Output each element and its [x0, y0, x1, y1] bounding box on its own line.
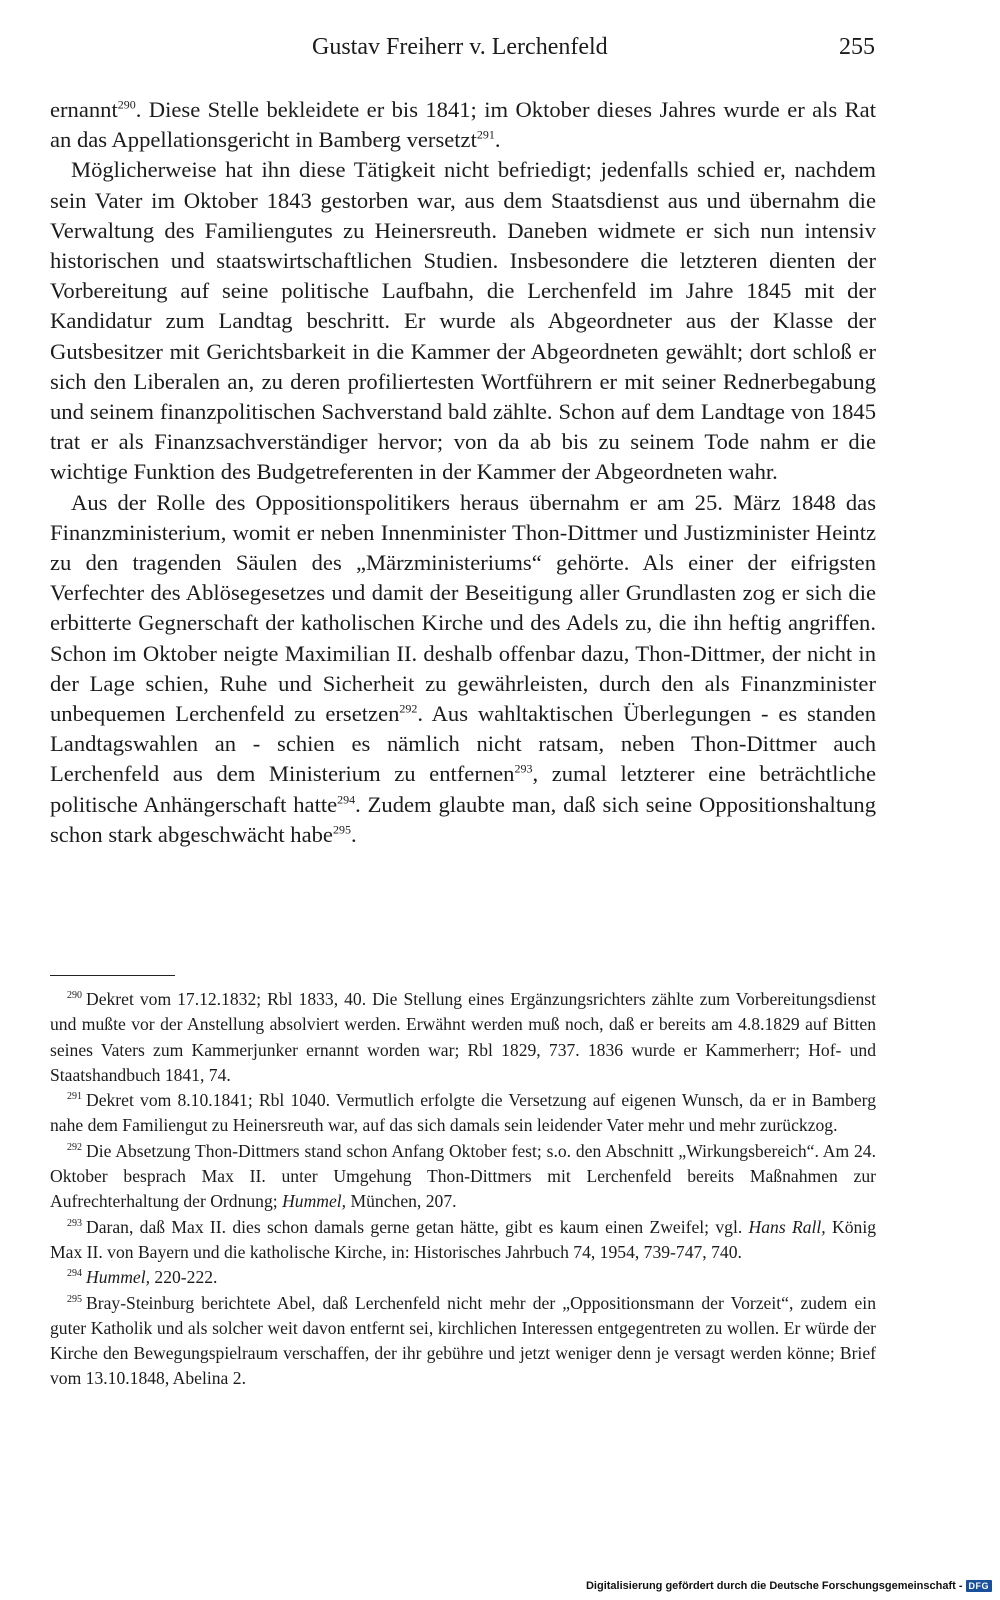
- footnote-number: 295: [67, 1293, 82, 1305]
- paragraph: [50, 488, 876, 850]
- text-run: . Diese Stelle bekleidete er bis 1841; im Oktober dieses Jahres wurde er als Rat an das Appellationsgericht in Bamberg versetzt: [50, 97, 876, 153]
- text-run: 220-222.: [150, 1267, 218, 1288]
- credit-text: Digitalisierung gefördert durch die Deutsche Forschungsgemeinschaft -: [585, 1580, 963, 1592]
- dfg-logo-icon: DFG: [966, 1580, 993, 1592]
- text-run: Dekret vom 8.10.1841; Rbl 1040. Vermutlich erfolgte die Versetzung auf eigenen Wunsch, da er in Bamberg nahe dem Familiengut zu Heinersreuth war, auf das sich damals sein leidender Vater mehr und mehr zurückzog.: [50, 1090, 876, 1136]
- footnote: [50, 1139, 876, 1215]
- italic-citation: Hummel,: [86, 1267, 151, 1288]
- italic-citation: Hummel,: [282, 1191, 347, 1212]
- text-run: Die Absetzung Thon-Dittmers stand schon Anfang Oktober fest; s.o. den Abschnitt „Wirkungsbereich“. Am 24. Oktober besprach Max II. unter Umgehung Thon-Dittmers mit Lerchenfeld bereits Maßnahmen zur Aufrechterhaltung der Ordnung;: [50, 1140, 876, 1212]
- footnotes: [50, 987, 876, 1392]
- text-run: Daran, daß Max II. dies schon damals gerne getan hätte, gibt es kaum einen Zweifel; vgl.: [86, 1216, 749, 1237]
- footnote-number: 290: [67, 990, 82, 1002]
- footnote-number: 292: [67, 1141, 82, 1153]
- text-run: , zumal letzterer eine beträchtliche politische Anhängerschaft hatte: [50, 761, 876, 817]
- footnote-ref: 291: [476, 127, 495, 142]
- text-run: .: [350, 821, 357, 847]
- footnote-ref: 294: [337, 792, 356, 807]
- text-run: Dekret vom 17.12.1832; Rbl 1833, 40. Die Stellung eines Ergänzungsrichters zählte zum Vorbereitungsdienst und mußte vor der Anstellung absolviert werden. Erwähnt werden muß noch, daß er bereits am 4.8.1829 auf Bitten seines Vaters zum Kammerjunker ernannt worden war; Rbl 1829, 737. 1836 wurde er Kammerherr; Hof- und Staatshandbuch 1841, 74.: [50, 989, 876, 1085]
- paragraph: [50, 95, 876, 155]
- footnote-number: 293: [67, 1217, 82, 1229]
- footnote: [50, 1291, 876, 1392]
- footnote: [50, 1265, 876, 1290]
- text-run: Aus der Rolle des Oppositionspolitikers heraus übernahm er am 25. März 1848 das Finanzministerium, womit er neben Innenminister Thon-Dittmer und Justizminister Heintz zu den tragenden Säulen des „Märzministeriums“ gehörte. Als einer der eifrigsten Verfechter des Ablösegesetzes und damit der Beseitigung aller Grundlasten zog er sich die erbitterte Gegnerschaft der katholischen Kirche und des Adels zu, die ihn heftig angriffen. Schon im Oktober neigte Maximilian II. deshalb offenbar dazu, Thon-Dittmer, der nicht in der Lage schien, Ruhe und Sicherheit zu gewährleisten, durch den als Finanzminister unbequemen Lerchenfeld zu ersetzen: [50, 489, 876, 727]
- footnote-number: 291: [67, 1091, 82, 1103]
- text-run: . Zudem glaubte man, daß sich seine Oppositionshaltung schon stark abgeschwächt habe: [50, 791, 876, 847]
- text-run: Bray-Steinburg berichtete Abel, daß Lerchenfeld nicht mehr der „Oppositionsmann der Vorzeit“, zudem ein guter Katholik und als solcher weit davon entfernt sei, kirchlichen Interessen entgegentreten zu wollen. Er würde der Kirche den Bewegungspielraum verschaffen, der ihr gebühre und jetzt weniger denn je versagt werden könne; Brief vom 13.10.1848, Abelina 2.: [50, 1292, 876, 1389]
- main-text: [50, 95, 876, 850]
- text-run: . Aus wahltaktischen Überlegungen - es standen Landtagswahlen an - schien es nämlich nicht ratsam, neben Thon-Dittmer auch Lerchenfeld aus dem Ministerium zu entfernen: [50, 701, 876, 787]
- footnote: [50, 987, 876, 1088]
- page-number: 255: [839, 34, 875, 60]
- footnote: [50, 1088, 876, 1139]
- footnote-separator: [50, 975, 175, 976]
- text-run: .: [494, 127, 501, 153]
- text-run: München, 207.: [346, 1191, 457, 1212]
- text-run: König Max II. von Bayern und die katholische Kirche, in: Historisches Jahrbuch 74, 1954, 739-747, 740.: [50, 1216, 876, 1262]
- footnote-ref: 293: [514, 761, 533, 776]
- running-title: Gustav Freiherr v. Lerchenfeld: [312, 34, 608, 60]
- text-run: ernannt: [50, 97, 118, 122]
- paragraph: [50, 155, 876, 487]
- footnote-number: 294: [67, 1268, 82, 1280]
- footnote-ref: 295: [332, 822, 351, 837]
- footnote-ref: 292: [399, 701, 418, 716]
- footnote: [50, 1215, 876, 1266]
- italic-citation: Hans Rall,: [748, 1216, 826, 1237]
- digitization-credit: [586, 1580, 992, 1592]
- text-run: Möglicherweise hat ihn diese Tätigkeit nicht befriedigt; jedenfalls schied er, nachdem sein Vater im Oktober 1843 gestorben war, aus dem Staatsdienst aus und übernahm die Verwaltung des Familiengutes zu Heinersreuth. Daneben widmete er sich nun intensiv historischen und staatswirtschaftlichen Studien. Insbesondere die letzteren dienten der Vorbereitung auf seine politische Laufbahn, die Lerchenfeld im Jahre 1845 mit der Kandidatur zum Landtag beschritt. Er wurde als Abgeordneter aus der Klasse der Gutsbesitzer mit Gerichtsbarkeit in die Kammer der Abgeordneten gewählt; dort schloß er sich den Liberalen an, zu deren profiliertesten Wortführern er mit seiner Rednerbegabung und seinem finanzpolitischen Sachverstand bald zählte. Schon auf dem Landtage von 1845 trat er als Finanzsachverständiger hervor; von da ab bis zu seinem Tode nahm er die wichtige Funktion des Budgetreferenten in der Kammer der Abgeordneten wahr.: [50, 157, 876, 485]
- footnote-ref: 290: [117, 97, 136, 112]
